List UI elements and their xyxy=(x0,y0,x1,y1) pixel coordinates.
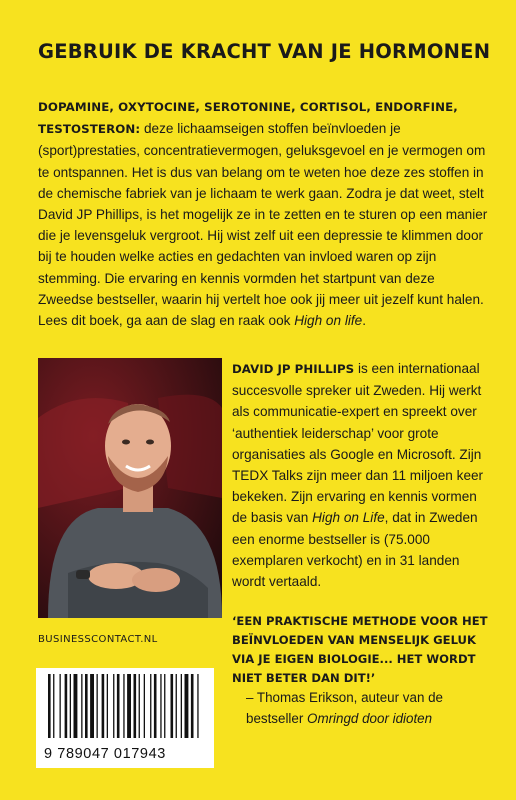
barcode-bar xyxy=(90,674,94,738)
barcode-bar xyxy=(74,674,78,738)
barcode-bar xyxy=(60,674,61,738)
bio-book-title: High on Life xyxy=(312,510,385,526)
barcode-bar xyxy=(81,674,82,738)
barcode-bar xyxy=(97,674,98,738)
publisher-website: BUSINESSCONTACT.NL xyxy=(38,634,158,645)
barcode-bar xyxy=(70,674,71,738)
book-title-italic: High on life xyxy=(294,313,363,329)
bio-text-1: is een internationaal succesvolle spreker uit Zweden. Hij werkt als communicatie-expert en spreekt over ‘authentiek leiderschap’ voor grote organisaties als Google en Microsoft. Zijn TEDX Talks zijn meer dan 11 miljoen keer bekeken. Zijn ervaring en kennis vormen de basis van xyxy=(232,361,484,526)
barcode-bar xyxy=(113,674,114,738)
barcode-bar xyxy=(181,674,182,738)
barcode-bar xyxy=(176,674,177,738)
barcode-bar xyxy=(154,674,157,738)
attribution-book: Omringd door idioten xyxy=(307,710,433,726)
attribution-text: – Thomas Erikson, auteur van de bestseller xyxy=(246,690,444,726)
barcode-bar xyxy=(185,674,189,738)
barcode-bar xyxy=(65,674,68,738)
back-cover-title: GEBRUIK DE KRACHT VAN JE HORMONEN xyxy=(38,40,491,63)
barcode-bar xyxy=(48,674,51,738)
author-photo xyxy=(38,358,222,618)
author-name: DAVID JP PHILLIPS xyxy=(232,362,355,376)
barcode-bar xyxy=(144,674,145,738)
barcode-bar xyxy=(107,674,108,738)
hormone-list: DOPAMINE, OXYTOCINE, SEROTONINE, CORTISOL, ENDORFINE, TESTOSTERON: xyxy=(38,100,458,137)
endorsement-quote: ‘EEN PRAKTISCHE METHODE VOOR HET BEÏNVLOEDEN VAN MENSELIJK GELUK VIA JE EIGEN BIOLOGIE... HET WORDT NIET BETER DAN DIT!’ xyxy=(232,614,488,685)
barcode-bar xyxy=(127,674,131,738)
barcode-bars xyxy=(36,668,214,744)
barcode-bar xyxy=(85,674,88,738)
intro-paragraph xyxy=(38,96,490,331)
barcode-bar xyxy=(171,674,174,738)
barcode-bar xyxy=(123,674,124,738)
barcode-bar xyxy=(117,674,120,738)
barcode-bar xyxy=(53,674,54,738)
barcode-bar xyxy=(160,674,161,738)
barcode-bar xyxy=(191,674,194,738)
barcode-bar xyxy=(102,674,105,738)
intro-end: . xyxy=(362,313,366,329)
quote-attribution xyxy=(246,688,496,729)
intro-body: deze lichaamseigen stoffen beïnvloeden je (sport)prestaties, concentratievermogen, geluksgevoel en je vermogen om te ontspannen. Het is dus van belang om te weten hoe deze zes stoffen in de chemische fabriek van je lichaam te werk gaan. Zodra je dat weet, stelt David JP Phillips, is het mogelijk ze in te zetten en te sturen op een manier die je levensgeluk vergroot. Hij wist zelf uit een depressie te klimmen door bij te houden welke acties en gedachten van invloed waren op zijn stemming. Die ervaring en kennis vormden het startpunt van deze Zweedse bestseller, waarin hij vertelt hoe ook jij meer uit jezelf kunt halen. Lees dit boek, ga aan de slag en raak ook xyxy=(38,121,488,329)
isbn-number: 9 789047 017943 xyxy=(44,746,166,762)
barcode-bar xyxy=(150,674,151,738)
barcode-bar xyxy=(139,674,140,738)
barcode-bar xyxy=(197,674,198,738)
author-bio xyxy=(232,358,490,592)
bio-text-2: , dat in Zweden een enorme bestseller is (75.000 exemplaren verkocht) en in 31 landen wordt vertaald. xyxy=(232,510,478,590)
isbn-barcode xyxy=(36,668,214,768)
barcode-bar xyxy=(134,674,137,738)
barcode-bar xyxy=(164,674,165,738)
